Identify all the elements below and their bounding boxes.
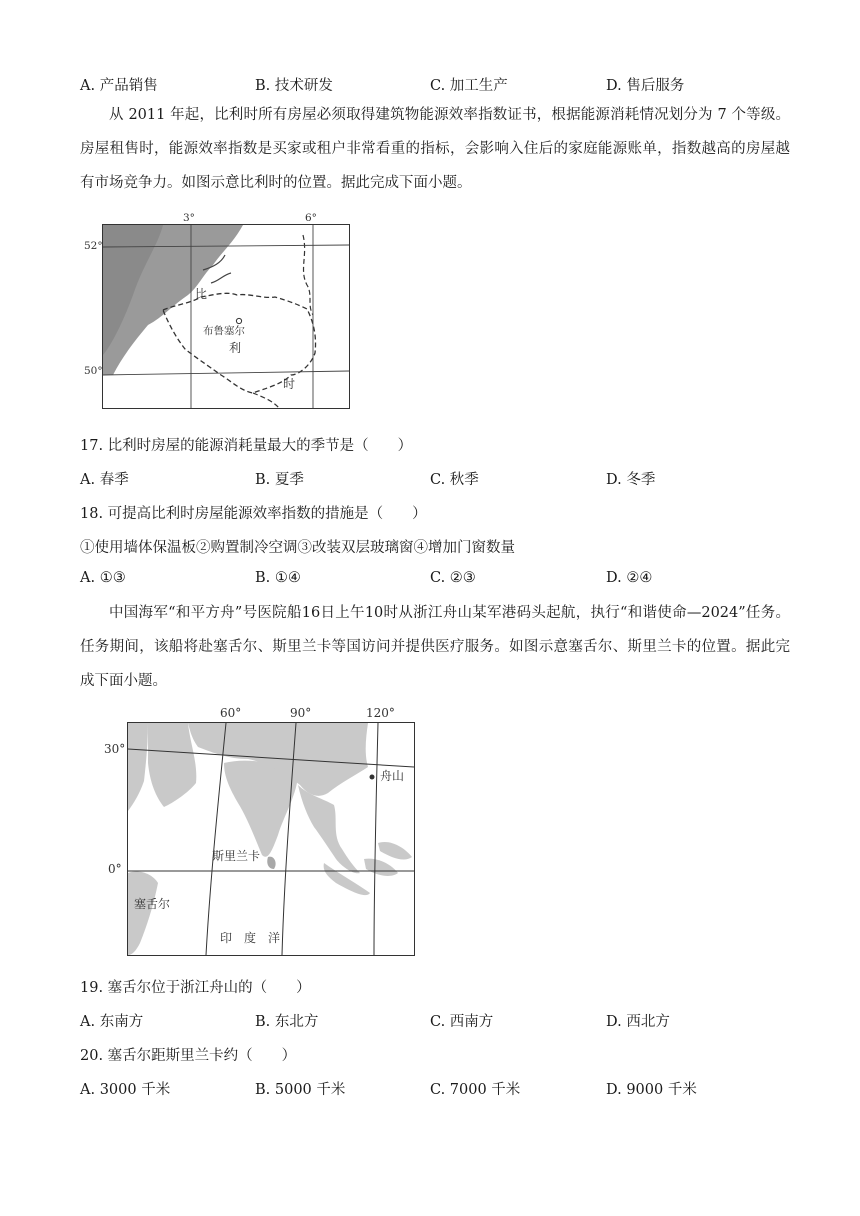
belgium-label-shi: 时 [283, 377, 296, 391]
map1-lat-52: 52° [84, 240, 103, 252]
q17-option-c: C. 秋季 [430, 472, 479, 488]
q18-stem: 18. 可提高比利时房屋能源效率指数的措施是（ ） [80, 506, 427, 522]
belgium-label-bi: 比 [195, 287, 208, 301]
belgium-map-graphic [103, 225, 349, 408]
map1-lon-3: 3° [183, 212, 195, 224]
q18-option-c: C. ②③ [430, 570, 476, 586]
map1-lat-50: 50° [84, 365, 103, 377]
q19-option-d: D. 西北方 [606, 1014, 670, 1030]
q19-option-c: C. 西南方 [430, 1014, 494, 1030]
belgium-map [102, 224, 350, 409]
q16-option-a: A. 产品销售 [80, 78, 158, 94]
q18-option-b: B. ①④ [255, 570, 301, 586]
q16-option-b: B. 技术研发 [255, 78, 333, 94]
map1-lon-6: 6° [305, 212, 317, 224]
indian-ocean-map-graphic [128, 723, 414, 955]
indian-ocean-label: 印 度 洋 [220, 931, 281, 945]
q20-option-b: B. 5000 千米 [255, 1082, 346, 1098]
q16-option-c: C. 加工生产 [430, 78, 508, 94]
map2-lon-90: 90° [290, 706, 312, 720]
indian-ocean-map [127, 722, 415, 956]
map2-lat-30: 30° [104, 742, 126, 756]
q19-stem: 19. 塞舌尔位于浙江舟山的（ ） [80, 980, 311, 996]
zhoushan-label: 舟山 [380, 769, 405, 783]
q17-option-b: B. 夏季 [255, 472, 304, 488]
q17-option-a: A. 春季 [80, 472, 129, 488]
q18-choices: ①使用墙体保温板②购置制冷空调③改装双层玻璃窗④增加门窗数量 [80, 540, 515, 556]
q20-option-c: C. 7000 千米 [430, 1082, 521, 1098]
q16-option-d: D. 售后服务 [606, 78, 685, 94]
belgium-label-li: 利 [229, 341, 242, 355]
q17-stem: 17. 比利时房屋的能源消耗量最大的季节是（ ） [80, 438, 413, 454]
q17-option-d: D. 冬季 [606, 472, 656, 488]
q20-stem: 20. 塞舌尔距斯里兰卡约（ ） [80, 1048, 297, 1064]
q20-option-d: D. 9000 千米 [606, 1082, 697, 1098]
q19-option-b: B. 东北方 [255, 1014, 319, 1030]
q20-option-a: A. 3000 千米 [80, 1082, 171, 1098]
map2-lat-0: 0° [108, 862, 122, 876]
passage-peace-ark: 中国海军“和平方舟”号医院船16日上午10时从浙江舟山某军港码头起航，执行“和谐使命—2024”任务。任务期间，该船将赴塞舌尔、斯里兰卡等国访问并提供医疗服务。如图示意塞舌尔、斯里兰卡的位置。据此完成下面小题。 [80, 605, 790, 689]
passage-belgium: 从 2011 年起，比利时所有房屋必须取得建筑物能源效率指数证书，根据能源消耗情况划分为 7 个等级。房屋租售时，能源效率指数是买家或租户非常看重的指标，会影响入住后的家庭能源账单，指数越高的房屋越有市场竞争力。如图示意比利时的位置。据此完成下面小题。 [80, 107, 790, 191]
map2-lon-60: 60° [220, 706, 242, 720]
q19-option-a: A. 东南方 [80, 1014, 144, 1030]
seychelles-label: 塞舌尔 [134, 897, 171, 911]
q18-option-d: D. ②④ [606, 570, 653, 586]
brussels-label: 布鲁塞尔 [203, 325, 245, 337]
map2-lon-120: 120° [366, 706, 395, 720]
q18-option-a: A. ①③ [80, 570, 126, 586]
srilanka-label: 斯里兰卡 [212, 849, 261, 863]
